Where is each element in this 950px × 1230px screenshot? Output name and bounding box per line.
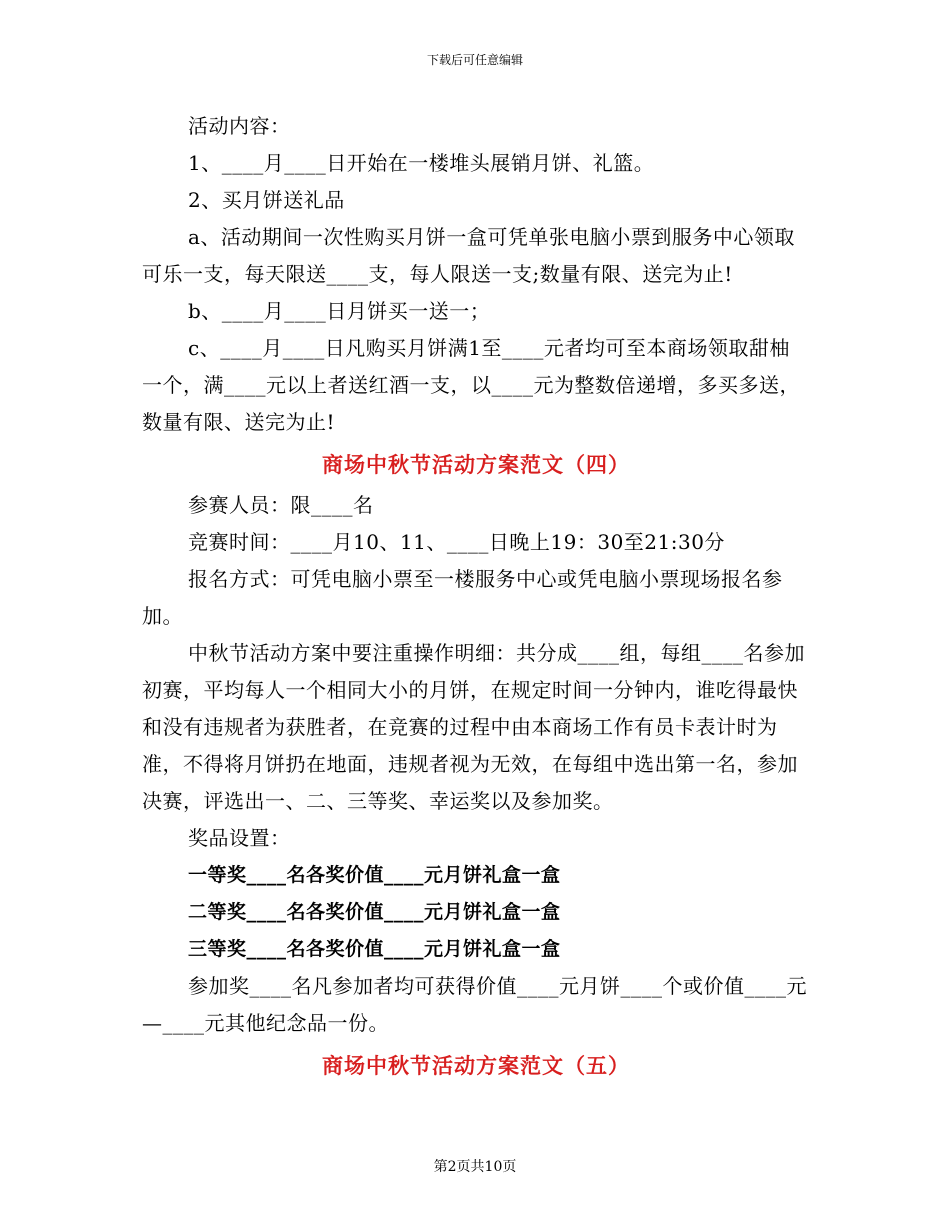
prize-line: 二等奖____名各奖价值____元月饼礼盒一盒 — [188, 901, 561, 923]
paragraph: 奖品设置： — [188, 826, 291, 850]
paragraph: 报名方式：可凭电脑小票至一楼服务中心或凭电脑小票现场报名参加。 — [142, 567, 783, 628]
paragraph: 参赛人员：限____名 — [188, 493, 374, 517]
document-body — [142, 108, 810, 1088]
section-heading-4: 商场中秋节活动方案范文（四） — [322, 453, 630, 477]
paragraph: c、____月____日凡购买月饼满1至____元者均可至本商场领取甜柚一个，满____元以上者送红酒一支，以____元为整数倍递增，多买多送，数量有限、送完为止! — [142, 336, 800, 434]
page-header: 下载后可任意编辑 — [426, 53, 523, 67]
prize-line: 一等奖____名各奖价值____元月饼礼盒一盒 — [188, 864, 561, 886]
paragraph: 参加奖____名凡参加者均可获得价值____元月饼____个或价值____元—____元其他纪念品一份。 — [142, 974, 807, 1035]
paragraph: 2、买月饼送礼品 — [188, 188, 345, 212]
prize-line: 三等奖____名各奖价值____元月饼礼盒一盒 — [188, 938, 561, 960]
paragraph: a、活动期间一次性购买月饼一盒可凭单张电脑小票到服务中心领取可乐一支，每天限送____支，每人限送一支;数量有限、送完为止! — [142, 225, 795, 286]
section-heading-5: 商场中秋节活动方案范文（五） — [322, 1054, 630, 1078]
page-footer: 第2页共10页 — [433, 1159, 517, 1175]
paragraph: 1、____月____日开始在一楼堆头展销月饼、礼篮。 — [188, 151, 655, 175]
paragraph: 活动内容： — [188, 114, 291, 138]
paragraph: b、____月____日月饼买一送一； — [188, 299, 491, 323]
paragraph: 中秋节活动方案中要注重操作明细：共分成____组，每组____名参加初赛，平均每人一个相同大小的月饼，在规定时间一分钟内，谁吃得最快和没有违规者为获胜者，在竞赛的过程中由本商场工作有员卡表计时为准，不得将月饼扔在地面，违规者视为无效，在每组中选出第一名，参加决赛，评选出一、二、三等奖、幸运奖以及参加奖。 — [142, 641, 805, 813]
paragraph: 竞赛时间：____月10、11、____日晚上19：30至21:30分 — [188, 530, 725, 554]
